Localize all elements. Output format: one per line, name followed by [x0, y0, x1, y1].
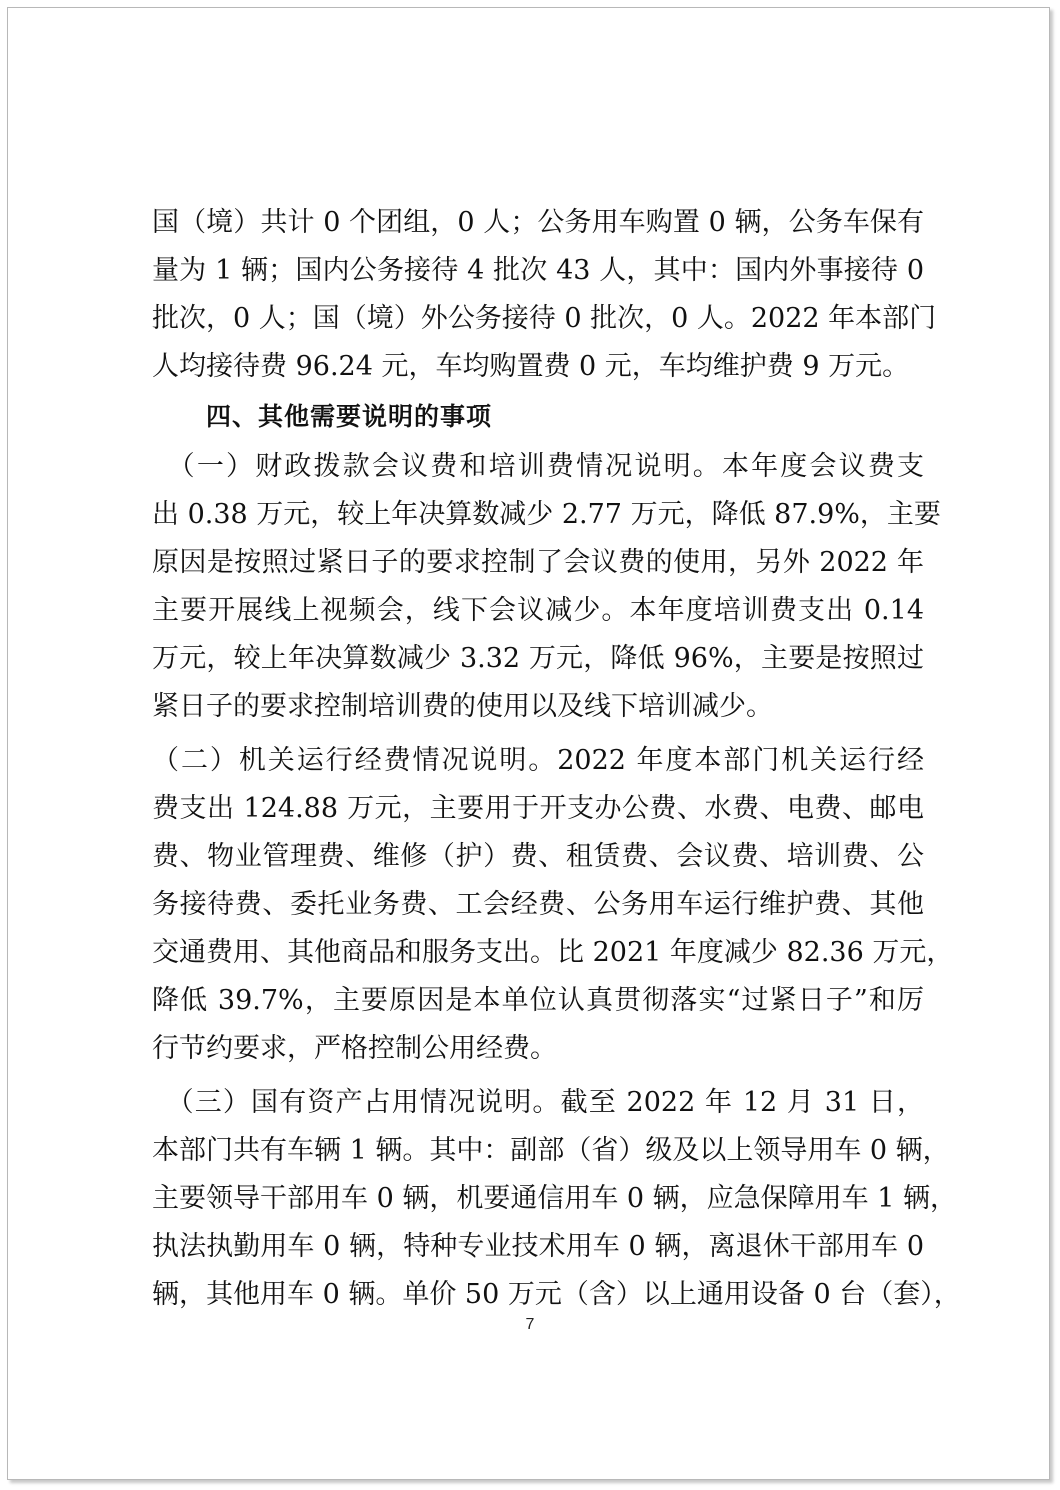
- paragraph-operating-expenses: [152, 737, 954, 1073]
- text-line: 国（境）共计 0 个团组，0 人；公务用车购置 0 辆，公务车保有: [152, 207, 924, 238]
- paragraph-state-assets: [152, 1079, 961, 1319]
- paragraph-reception-stats: [152, 199, 937, 391]
- document-body: [152, 199, 961, 1319]
- page-number: 7: [525, 1316, 535, 1333]
- text-line: （三）国有资产占用情况说明。截至 2022 年 12 月 31 日，: [152, 1087, 924, 1118]
- text-line: 批次，0 人；国（境）外公务接待 0 批次，0 人。2022 年本部门: [152, 303, 937, 334]
- text-line: （二）机关运行经费情况说明。2022 年度本部门机关运行经: [152, 745, 924, 776]
- text-line: 费、物业管理费、维修（护）费、租赁费、会议费、培训费、公: [152, 841, 924, 872]
- text-line: 辆，其他用车 0 辆。单价 50 万元（含）以上通用设备 0 台（套），: [152, 1279, 961, 1310]
- text-line: 万元，较上年决算数减少 3.32 万元，降低 96%，主要是按照过: [152, 643, 924, 674]
- text-line: 紧日子的要求控制培训费的使用以及线下培训减少。: [152, 691, 773, 722]
- text-line: 费支出 124.88 万元，主要用于开支办公费、水费、电费、邮电: [152, 793, 924, 824]
- text-line: 务接待费、委托业务费、工会经费、公务用车运行维护费、其他: [152, 889, 924, 920]
- text-line: （一）财政拨款会议费和培训费情况说明。本年度会议费支: [152, 451, 924, 482]
- text-line: 原因是按照过紧日子的要求控制了会议费的使用，另外 2022 年: [152, 547, 924, 578]
- text-line: 出 0.38 万元，较上年决算数减少 2.77 万元，降低 87.9%，主要: [152, 499, 941, 530]
- paragraph-meeting-training: [152, 443, 941, 731]
- text-line: 行节约要求，严格控制公用经费。: [152, 1033, 557, 1064]
- text-line: 人均接待费 96.24 元，车均购置费 0 元，车均维护费 9 万元。: [152, 351, 910, 382]
- text-line: 主要开展线上视频会，线下会议减少。本年度培训费支出 0.14: [152, 595, 924, 626]
- text-line: 本部门共有车辆 1 辆。其中：副部（省）级及以上领导用车 0 辆，: [152, 1135, 950, 1166]
- text-line: 降低 39.7%，主要原因是本单位认真贯彻落实“过紧日子”和厉: [152, 985, 924, 1016]
- text-line: 主要领导干部用车 0 辆，机要通信用车 0 辆，应急保障用车 1 辆，: [152, 1183, 958, 1214]
- section-heading: 四、其他需要说明的事项: [206, 402, 493, 431]
- text-line: 执法执勤用车 0 辆，特种专业技术用车 0 辆，离退休干部用车 0: [152, 1231, 924, 1262]
- text-line: 量为 1 辆；国内公务接待 4 批次 43 人，其中：国内外事接待 0: [152, 255, 924, 286]
- text-line: 交通费用、其他商品和服务支出。比 2021 年度减少 82.36 万元，: [152, 937, 954, 968]
